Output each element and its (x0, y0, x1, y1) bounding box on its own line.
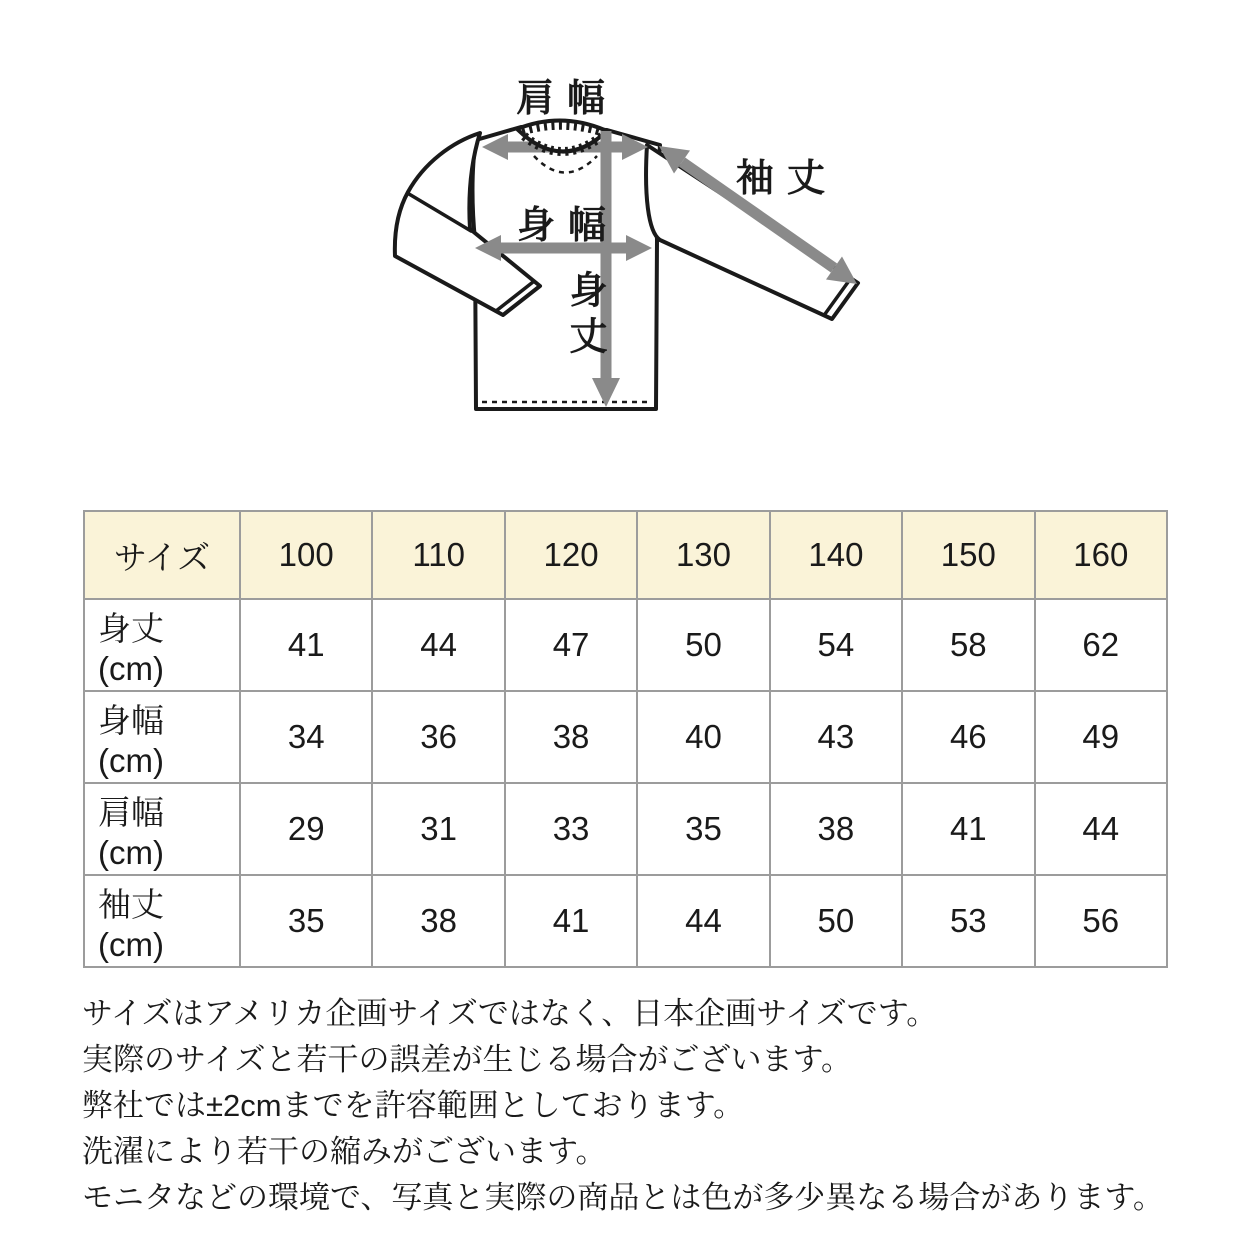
table-cell: 35 (240, 875, 372, 967)
table-cell: 47 (505, 599, 637, 691)
table-cell: 46 (902, 691, 1034, 783)
table-cell: 29 (240, 783, 372, 875)
table-cell: 31 (372, 783, 504, 875)
table-cell: 41 (505, 875, 637, 967)
shoulder-width-label: 肩幅 (516, 78, 619, 120)
table-cell: 44 (1035, 783, 1167, 875)
table-row-sleeve-length (84, 875, 1167, 967)
table-row-body-width (84, 691, 1167, 783)
table-cell: 50 (770, 875, 902, 967)
row-label: 身幅 (cm) (84, 691, 240, 783)
size-column-header: 150 (902, 511, 1034, 599)
table-cell: 54 (770, 599, 902, 691)
table-cell: 44 (637, 875, 769, 967)
table-cell: 53 (902, 875, 1034, 967)
note-line: 洗濯により若干の縮みがございます。 (82, 1134, 607, 1169)
note-line: サイズはアメリカ企画サイズではなく、日本企画サイズです。 (82, 996, 938, 1031)
table-cell: 44 (372, 599, 504, 691)
size-column-header: 110 (372, 511, 504, 599)
size-column-header: 140 (770, 511, 902, 599)
size-table-corner-header: サイズ (84, 511, 240, 599)
shirt-measurement-diagram (0, 0, 1250, 470)
table-cell: 40 (637, 691, 769, 783)
note-line: モニタなどの環境で、写真と実際の商品とは色が多少異なる場合があります。 (82, 1180, 1164, 1215)
note-line: 実際のサイズと若干の誤差が生じる場合がございます。 (82, 1042, 853, 1077)
table-cell: 50 (637, 599, 769, 691)
size-column-header: 100 (240, 511, 372, 599)
row-label: 袖丈 (cm) (84, 875, 240, 967)
table-cell: 62 (1035, 599, 1167, 691)
table-cell: 38 (770, 783, 902, 875)
size-table-header-row (84, 511, 1167, 599)
size-column-header: 120 (505, 511, 637, 599)
size-column-header: 130 (637, 511, 769, 599)
row-label: 身丈 (cm) (84, 599, 240, 691)
table-cell: 36 (372, 691, 504, 783)
table-cell: 38 (372, 875, 504, 967)
table-cell: 34 (240, 691, 372, 783)
table-row-shoulder-width (84, 783, 1167, 875)
table-cell: 41 (240, 599, 372, 691)
body-length-label: 身丈 (563, 270, 605, 362)
table-cell: 33 (505, 783, 637, 875)
note-line: 弊社では±2cmまでを許容範囲としております。 (82, 1088, 745, 1123)
table-cell: 43 (770, 691, 902, 783)
sleeve-length-label: 袖丈 (736, 158, 839, 200)
notes (82, 991, 1164, 1221)
table-cell: 38 (505, 691, 637, 783)
table-row-body-length (84, 599, 1167, 691)
body-width-label: 身幅 (517, 205, 620, 247)
table-cell: 58 (902, 599, 1034, 691)
size-column-header: 160 (1035, 511, 1167, 599)
table-cell: 35 (637, 783, 769, 875)
row-label: 肩幅 (cm) (84, 783, 240, 875)
size-table (83, 510, 1168, 968)
table-cell: 56 (1035, 875, 1167, 967)
table-cell: 49 (1035, 691, 1167, 783)
table-cell: 41 (902, 783, 1034, 875)
